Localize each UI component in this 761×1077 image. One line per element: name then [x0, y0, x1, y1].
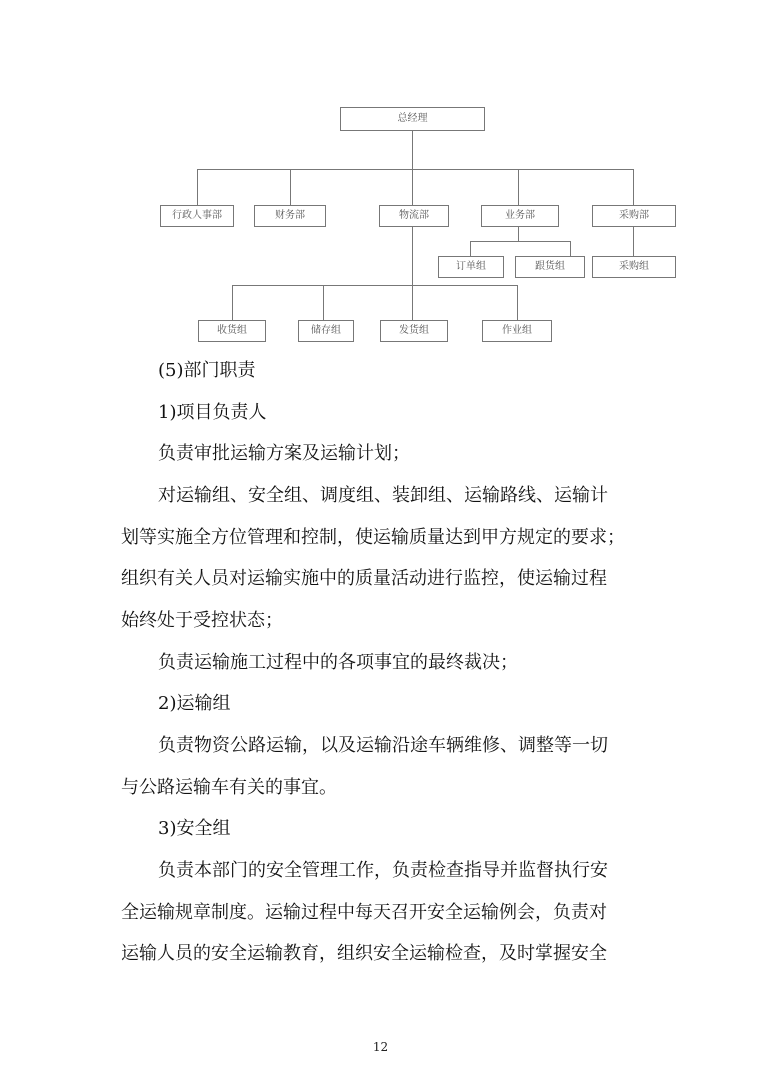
subsection-heading: 3)安全组: [158, 818, 231, 839]
org-dept-logistics: 物流部: [379, 205, 449, 227]
org-group-shipping: 发货组: [380, 320, 448, 342]
paragraph: 负责本部门的安全管理工作，负责检查指导并监督执行安: [158, 860, 608, 881]
org-line: [232, 285, 233, 320]
paragraph: 与公路运输车有关的事宜。: [121, 777, 337, 798]
org-group-operation: 作业组: [482, 320, 552, 342]
org-line: [412, 285, 413, 320]
org-line: [290, 169, 291, 205]
paragraph: 全运输规章制度。运输过程中每天召开安全运输例会，负责对: [121, 902, 607, 923]
org-line: [633, 227, 634, 256]
paragraph: 负责物资公路运输，以及运输沿途车辆维修、调整等一切: [158, 735, 608, 756]
paragraph: 对运输组、安全组、调度组、装卸组、运输路线、运输计: [158, 485, 608, 506]
org-line: [412, 131, 413, 169]
org-line: [517, 285, 518, 320]
section-heading: (5)部门职责: [158, 360, 256, 381]
org-group-order: 订单组: [438, 256, 504, 278]
org-line: [197, 169, 633, 170]
subsection-heading: 2)运输组: [158, 693, 231, 714]
paragraph: 始终处于受控状态；: [121, 610, 283, 631]
subsection-heading: 1)项目负责人: [158, 402, 267, 423]
paragraph: 运输人员的安全运输教育，组织安全运输检查，及时掌握安全: [121, 943, 607, 964]
page-number: 12: [372, 1040, 389, 1054]
paragraph: 组织有关人员对运输实施中的质量活动进行监控，使运输过程: [121, 568, 607, 589]
paragraph: 划等实施全方位管理和控制，使运输质量达到甲方规定的要求；: [121, 527, 625, 548]
org-line: [323, 285, 324, 320]
org-dept-hr: 行政人事部: [160, 205, 234, 227]
org-group-purchase: 采购组: [592, 256, 676, 278]
org-root-box: 总经理: [340, 107, 485, 131]
paragraph: 负责运输施工过程中的各项事宜的最终裁决；: [158, 652, 518, 673]
org-line: [412, 169, 413, 205]
org-group-follow: 跟货组: [515, 256, 585, 278]
org-chart: [0, 0, 761, 360]
org-dept-purchasing: 采购部: [592, 205, 676, 227]
org-dept-business: 业务部: [481, 205, 559, 227]
org-group-receiving: 收货组: [198, 320, 266, 342]
org-line: [470, 241, 571, 242]
org-line: [518, 227, 519, 241]
org-line: [570, 241, 571, 256]
paragraph: 负责审批运输方案及运输计划；: [158, 443, 410, 464]
org-line: [232, 285, 518, 286]
org-group-storage: 储存组: [298, 320, 354, 342]
org-line: [518, 169, 519, 205]
org-line: [412, 227, 413, 285]
org-line: [197, 169, 198, 205]
org-line: [633, 169, 634, 205]
org-dept-finance: 财务部: [254, 205, 326, 227]
org-line: [470, 241, 471, 256]
